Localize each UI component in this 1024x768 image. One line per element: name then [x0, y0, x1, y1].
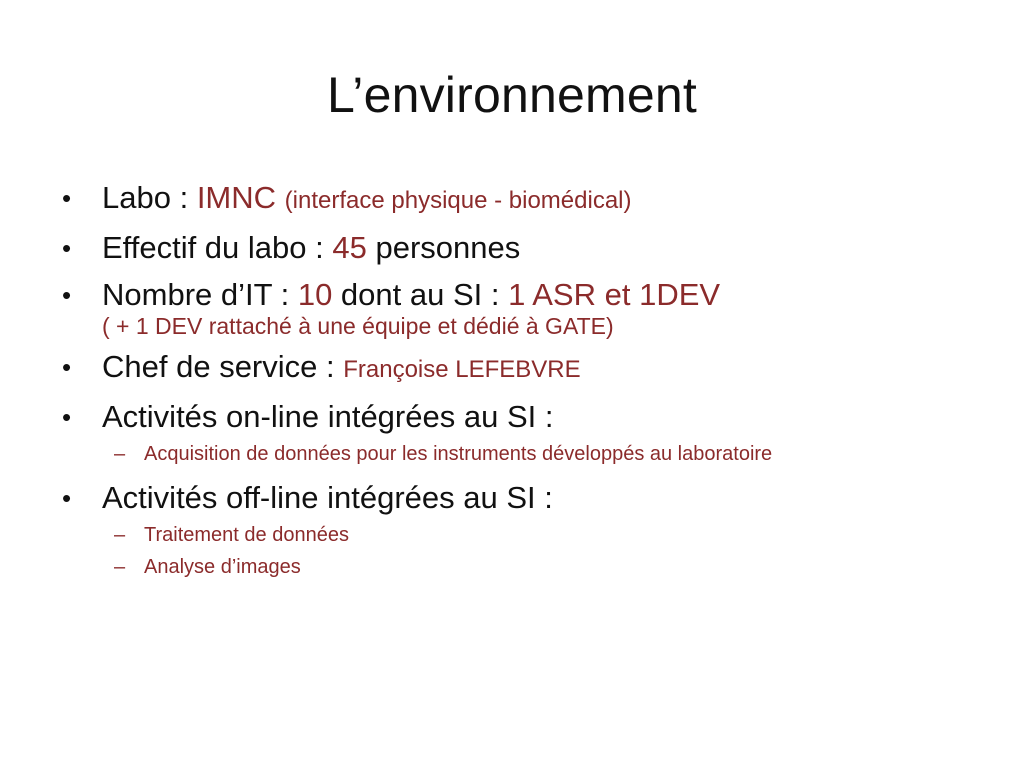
sub-item: [58, 555, 988, 579]
sub-item-text: Analyse d’images: [144, 556, 301, 578]
effectif-suffix: personnes: [366, 230, 521, 265]
sub-item: [58, 523, 988, 547]
nombre-it-note: ( + 1 DEV rattaché à une équipe et dédié à GATE): [102, 313, 614, 339]
offline-label: Activités off-line intégrées au SI :: [102, 480, 553, 515]
online-label: Activités on-line intégrées au SI :: [102, 399, 554, 434]
nombre-it-value: 10: [297, 277, 333, 312]
bullet-icon: •: [62, 483, 72, 513]
dash-icon: –: [114, 556, 126, 578]
labo-label: Labo :: [102, 180, 197, 215]
nombre-it-label: Nombre d’IT :: [102, 277, 298, 312]
bullet-item-offline: [58, 478, 988, 518]
dash-icon: –: [114, 443, 126, 465]
slide-title: L’environnement: [327, 67, 697, 123]
bullet-item-online: [58, 397, 988, 437]
sub-item: [58, 442, 988, 466]
nombre-it-value2: 1 ASR et 1DEV: [508, 277, 721, 312]
bullet-item-labo: [58, 178, 988, 221]
sub-item-text: Traitement de données: [144, 524, 349, 546]
bullet-list: [58, 178, 988, 591]
nombre-it-middle: dont au SI :: [332, 277, 509, 312]
bullet-icon: •: [62, 402, 72, 432]
dash-icon: –: [114, 524, 126, 546]
bullet-icon: •: [62, 183, 72, 213]
bullet-icon: •: [62, 233, 72, 263]
chef-value: Françoise LEFEBVRE: [343, 356, 581, 383]
effectif-label: Effectif du labo :: [102, 230, 333, 265]
bullet-item-effectif: [58, 228, 988, 268]
chef-label: Chef de service :: [102, 349, 344, 384]
sub-item-text: Acquisition de données pour les instruments développés au laboratoire: [144, 443, 773, 465]
bullet-icon: •: [62, 352, 72, 382]
labo-value: IMNC: [196, 180, 277, 215]
effectif-value: 45: [332, 230, 367, 265]
labo-detail: (interface physique - biomédical): [284, 187, 632, 214]
bullet-item-nombre-it: [58, 275, 988, 340]
online-sublist: [58, 442, 988, 466]
bullet-icon: •: [62, 280, 72, 310]
offline-sublist: [58, 523, 988, 579]
bullet-item-chef: [58, 347, 988, 390]
